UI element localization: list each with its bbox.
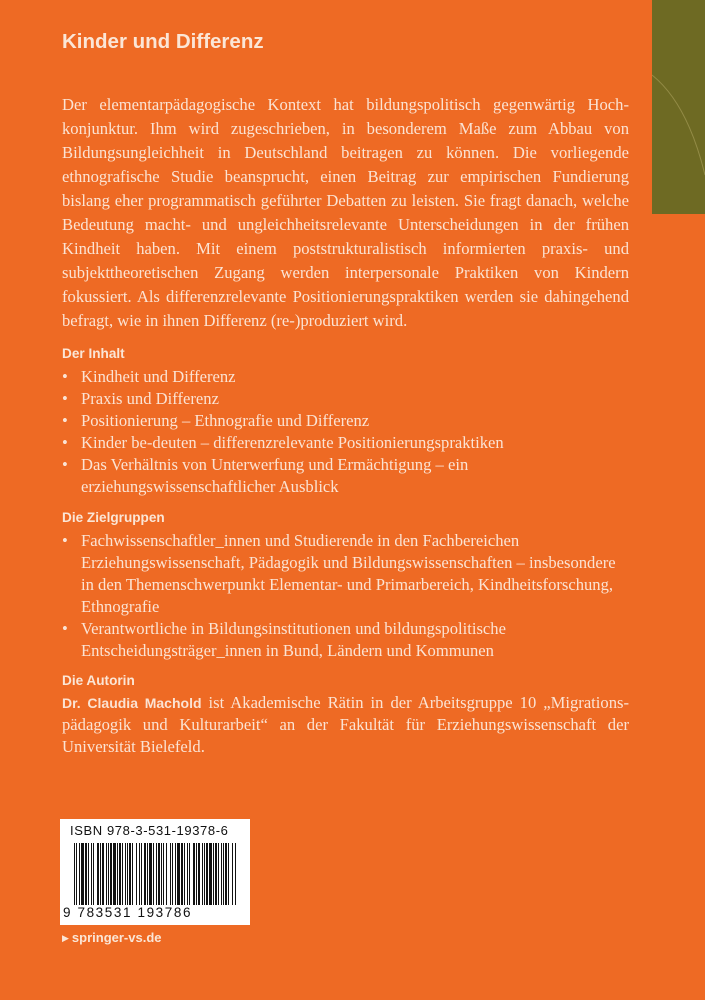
barcode-bar <box>166 843 167 905</box>
section-title-autorin: Die Autorin <box>62 673 135 688</box>
barcode-bar <box>79 843 80 905</box>
isbn-label: ISBN 978-3-531-19378-6 <box>70 823 229 838</box>
barcode-bar <box>76 843 77 905</box>
barcode-bar <box>85 843 87 905</box>
zielgruppen-list <box>62 530 629 662</box>
accent-band <box>652 0 705 214</box>
author-name: Dr. Claudia Machold <box>62 695 202 711</box>
barcode-bar <box>102 843 104 905</box>
barcode-bar <box>187 843 188 905</box>
barcode-bar <box>181 843 183 905</box>
bullet: • <box>62 455 68 474</box>
barcode-digits: 9 783531 193786 <box>63 905 193 920</box>
barcode-bar <box>196 843 197 905</box>
barcode-bar <box>91 843 92 905</box>
barcode-bar <box>177 843 180 905</box>
barcode-bar <box>147 843 148 905</box>
barcode-bar <box>93 843 94 905</box>
barcode-bar <box>172 843 173 905</box>
list-item: • Verantwortliche in Bildungsinstitutionen und bildungspolitische Entscheidungsträger_innen in Bund, Ländern und Kommunen <box>62 619 506 660</box>
barcode-bar <box>221 843 222 905</box>
barcode-bar <box>232 843 233 905</box>
barcode-bar <box>132 843 133 905</box>
barcode-bar <box>136 843 137 905</box>
barcode-bar <box>117 843 118 905</box>
barcode-bar <box>141 843 142 905</box>
barcode-bar <box>74 843 75 905</box>
barcode-bars <box>74 843 237 905</box>
list-item: • Fachwissenschaftler_innen und Studierende in den Fachbereichen Erziehungswissenschaft, Pädagogik und Bildungswissenschaften – insbesondere in den Themenschwerpunkt Elementar- und Primarbereich, Kindheitsforschung, Ethnografie <box>62 531 616 616</box>
barcode-bar <box>127 843 128 905</box>
bullet: • <box>62 531 68 550</box>
bullet: • <box>62 389 68 408</box>
barcode-bar <box>175 843 176 905</box>
barcode-bar <box>218 843 219 905</box>
publisher-link[interactable] <box>62 930 162 945</box>
barcode-bar <box>206 843 208 905</box>
publisher-url: springer-vs.de <box>71 930 162 945</box>
bullet: • <box>62 619 68 638</box>
back-cover-content <box>62 93 629 758</box>
bullet: • <box>62 411 68 430</box>
barcode-bar <box>158 843 160 905</box>
list-item: • Praxis und Differenz <box>62 389 219 408</box>
barcode-bar <box>88 843 89 905</box>
barcode-bar <box>144 843 146 905</box>
intro-paragraph: Der elementarpädagogische Kontext hat bildungspolitisch gegenwärtig Hochkonjunktur. Ihm wird zugeschrieben, in besonderem Maße zum Abbau von Bildungsungleichheit in Deutschland beitragen zu können. Die vorliegende ethnografische Studie beansprucht, einen Beitrag zur empirischen Fundierung bislang eher programmatisch geführter Debatten zu leisten. Sie fragt danach, welche Bedeutung macht- und ungleichheitsrelevante Unterscheidungen in der frühen Kindheit haben. Mit einem poststrukturalistisch informierten praxis- und subjekttheoretischen Zugang werden interpersonale Praktiken von Kindern fokussiert. Als differenzrelevante Positionierungspraktiken werden sie dahingehend befragt, wie in ihnen Differenz (re-)produziert wird. <box>62 95 629 330</box>
barcode-bar <box>198 843 200 905</box>
barcode-bar <box>209 843 212 905</box>
barcode-bar <box>139 843 140 905</box>
author-bio <box>62 692 629 758</box>
barcode-bar <box>215 843 217 905</box>
list-item: • Das Verhältnis von Unterwerfung und Ermächtigung – ein erziehungswissenschaftlicher Ausblick <box>62 455 469 496</box>
list-item: • Positionierung – Ethnografie und Differenz <box>62 411 370 430</box>
barcode-bar <box>149 843 152 905</box>
barcode-bar <box>129 843 131 905</box>
barcode-bar <box>202 843 203 905</box>
bullet: • <box>62 367 68 386</box>
accent-curve <box>652 0 705 214</box>
barcode-bar <box>100 843 101 905</box>
list-item: • Kinder be-deuten – differenzrelevante Positionierungspraktiken <box>62 433 504 452</box>
barcode-bar <box>110 843 112 905</box>
barcode-bar <box>163 843 164 905</box>
isbn-barcode <box>60 819 250 925</box>
author-text: ist Akademische Rätin in der Arbeitsgruppe 10 „Migrationspädagogik und Kulturarbeit“ an der Fakultät für Erziehungswissenschaft der Universität Bielefeld. <box>62 693 629 756</box>
arrow-icon: ▶ <box>62 933 69 943</box>
barcode-bar <box>223 843 224 905</box>
barcode-bar <box>228 843 229 905</box>
barcode-bar <box>193 843 195 905</box>
barcode-bar <box>122 843 123 905</box>
barcode-bar <box>153 843 154 905</box>
section-title-zielgruppen: Die Zielgruppen <box>62 510 165 525</box>
barcode-bar <box>213 843 214 905</box>
list-item: • Kindheit und Differenz <box>62 367 236 386</box>
barcode-bar <box>170 843 171 905</box>
barcode-bar <box>161 843 162 905</box>
barcode-bar <box>81 843 84 905</box>
inhalt-list <box>62 366 629 498</box>
barcode-bar <box>189 843 190 905</box>
barcode-bar <box>156 843 157 905</box>
section-title-inhalt: Der Inhalt <box>62 346 125 361</box>
bullet: • <box>62 433 68 452</box>
book-title: Kinder und Differenz <box>62 30 264 53</box>
barcode-bar <box>235 843 236 905</box>
barcode-bar <box>184 843 185 905</box>
barcode-bar <box>204 843 205 905</box>
barcode-bar <box>225 843 227 905</box>
barcode-bar <box>97 843 99 905</box>
barcode-bar <box>119 843 121 905</box>
barcode-bar <box>108 843 109 905</box>
barcode-bar <box>113 843 116 905</box>
barcode-bar <box>125 843 126 905</box>
barcode-bar <box>106 843 107 905</box>
